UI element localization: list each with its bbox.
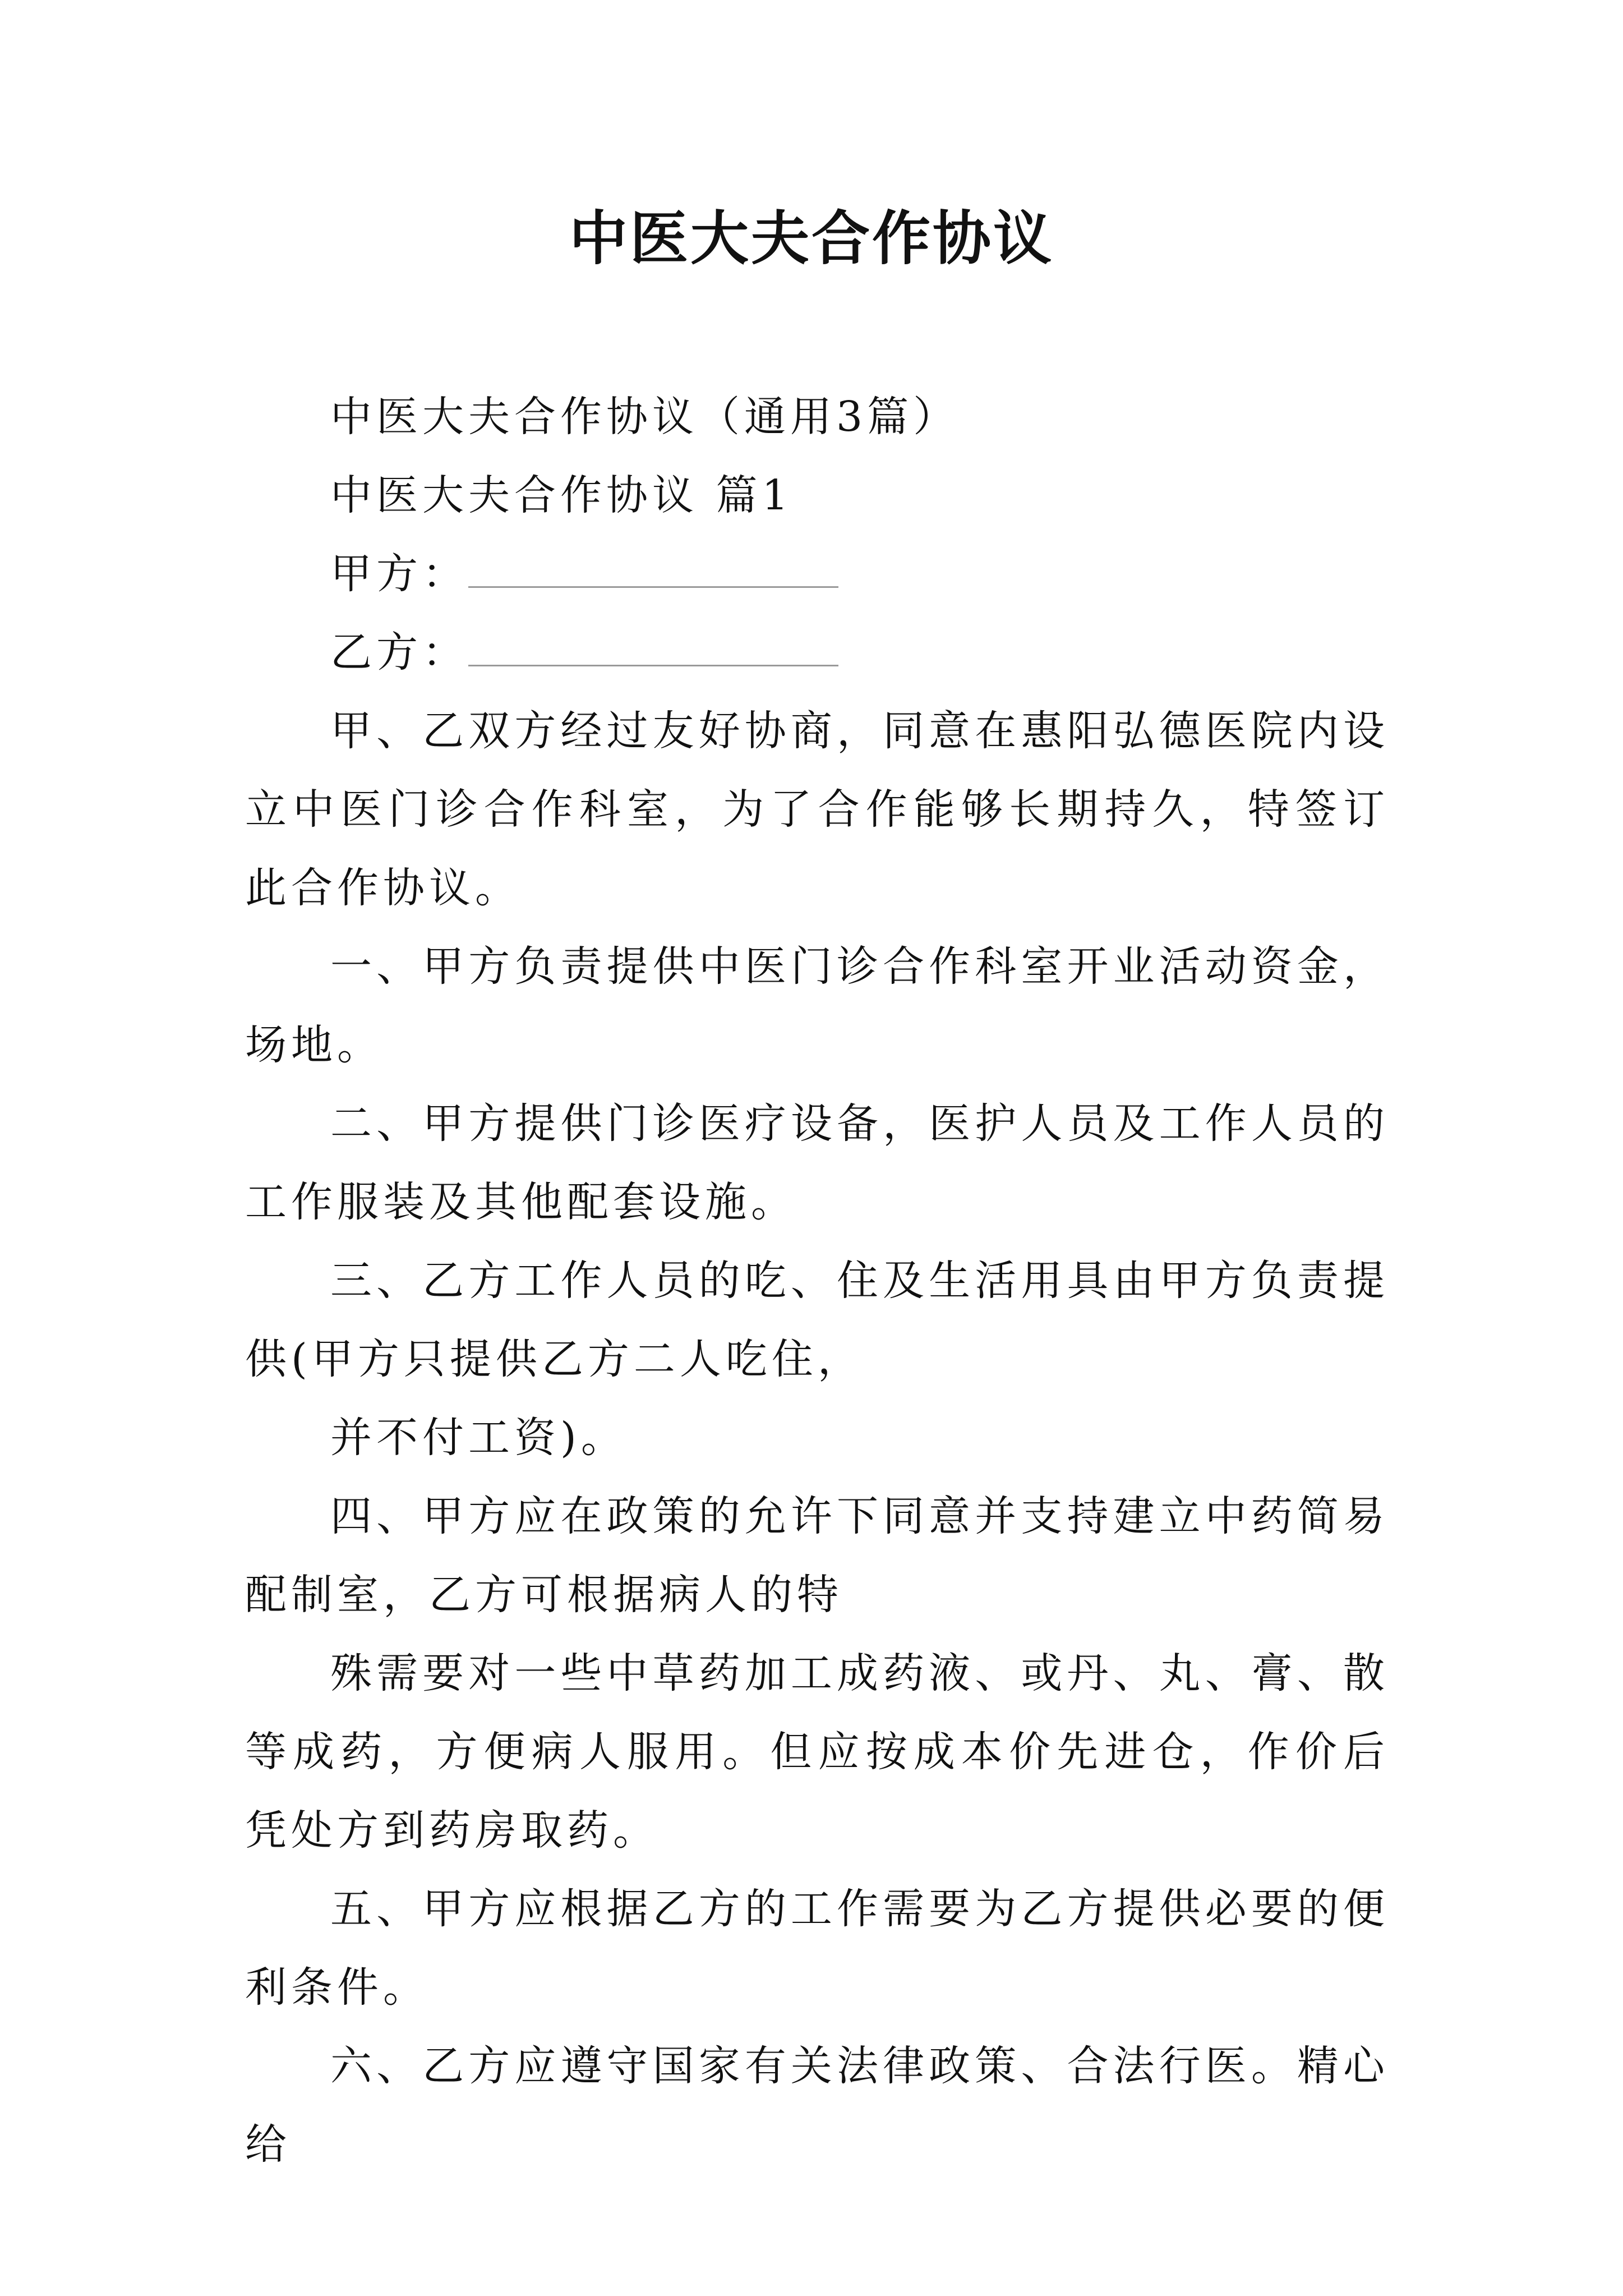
party-b-label: 乙方： — [330, 628, 468, 677]
subtitle: 中医大夫合作协议（通用3篇） — [330, 393, 960, 441]
document-body — [245, 378, 1389, 2184]
clause-1: 一、甲方负责提供中医门诊合作科室开业活动资金，场地。 — [245, 942, 1389, 1069]
party-a-line — [245, 535, 1389, 613]
clause-3-part-2: 并不付工资)。 — [330, 1414, 627, 1462]
clause-2: 二、甲方提供门诊医疗设备，医护人员及工作人员的工作服装及其他配套设施。 — [245, 1099, 1389, 1226]
intro-paragraph: 甲、乙双方经过友好协商，同意在惠阳弘德医院内设立中医门诊合作科室，为了合作能够长期持久，特签订此合作协议。 — [245, 707, 1389, 912]
clause-4-part-2: 殊需要对一些中草药加工成药液、或丹、丸、膏、散等成药，方便病人服用。但应按成本价先进仓，作价后凭处方到药房取药。 — [245, 1649, 1389, 1855]
clause-4-part-1: 四、甲方应在政策的允许下同意并支持建立中药简易配制室，乙方可根据病人的特 — [245, 1492, 1389, 1619]
party-a-blank — [468, 547, 838, 588]
clause-6: 六、乙方应遵守国家有关法律政策、合法行医。精心给 — [245, 2042, 1389, 2169]
section-heading: 中医大夫合作协议 篇1 — [330, 471, 793, 519]
document-title: 中医大夫合作协议 — [569, 204, 1054, 273]
clause-5: 五、甲方应根据乙方的工作需要为乙方提供必要的便利条件。 — [245, 1885, 1389, 2012]
party-b-blank — [468, 625, 838, 666]
party-b-line — [245, 613, 1389, 692]
party-a-label: 甲方： — [330, 550, 468, 598]
clause-3-part-1: 三、乙方工作人员的吃、住及生活用具由甲方负责提供(甲方只提供乙方二人吃住， — [245, 1257, 1389, 1383]
